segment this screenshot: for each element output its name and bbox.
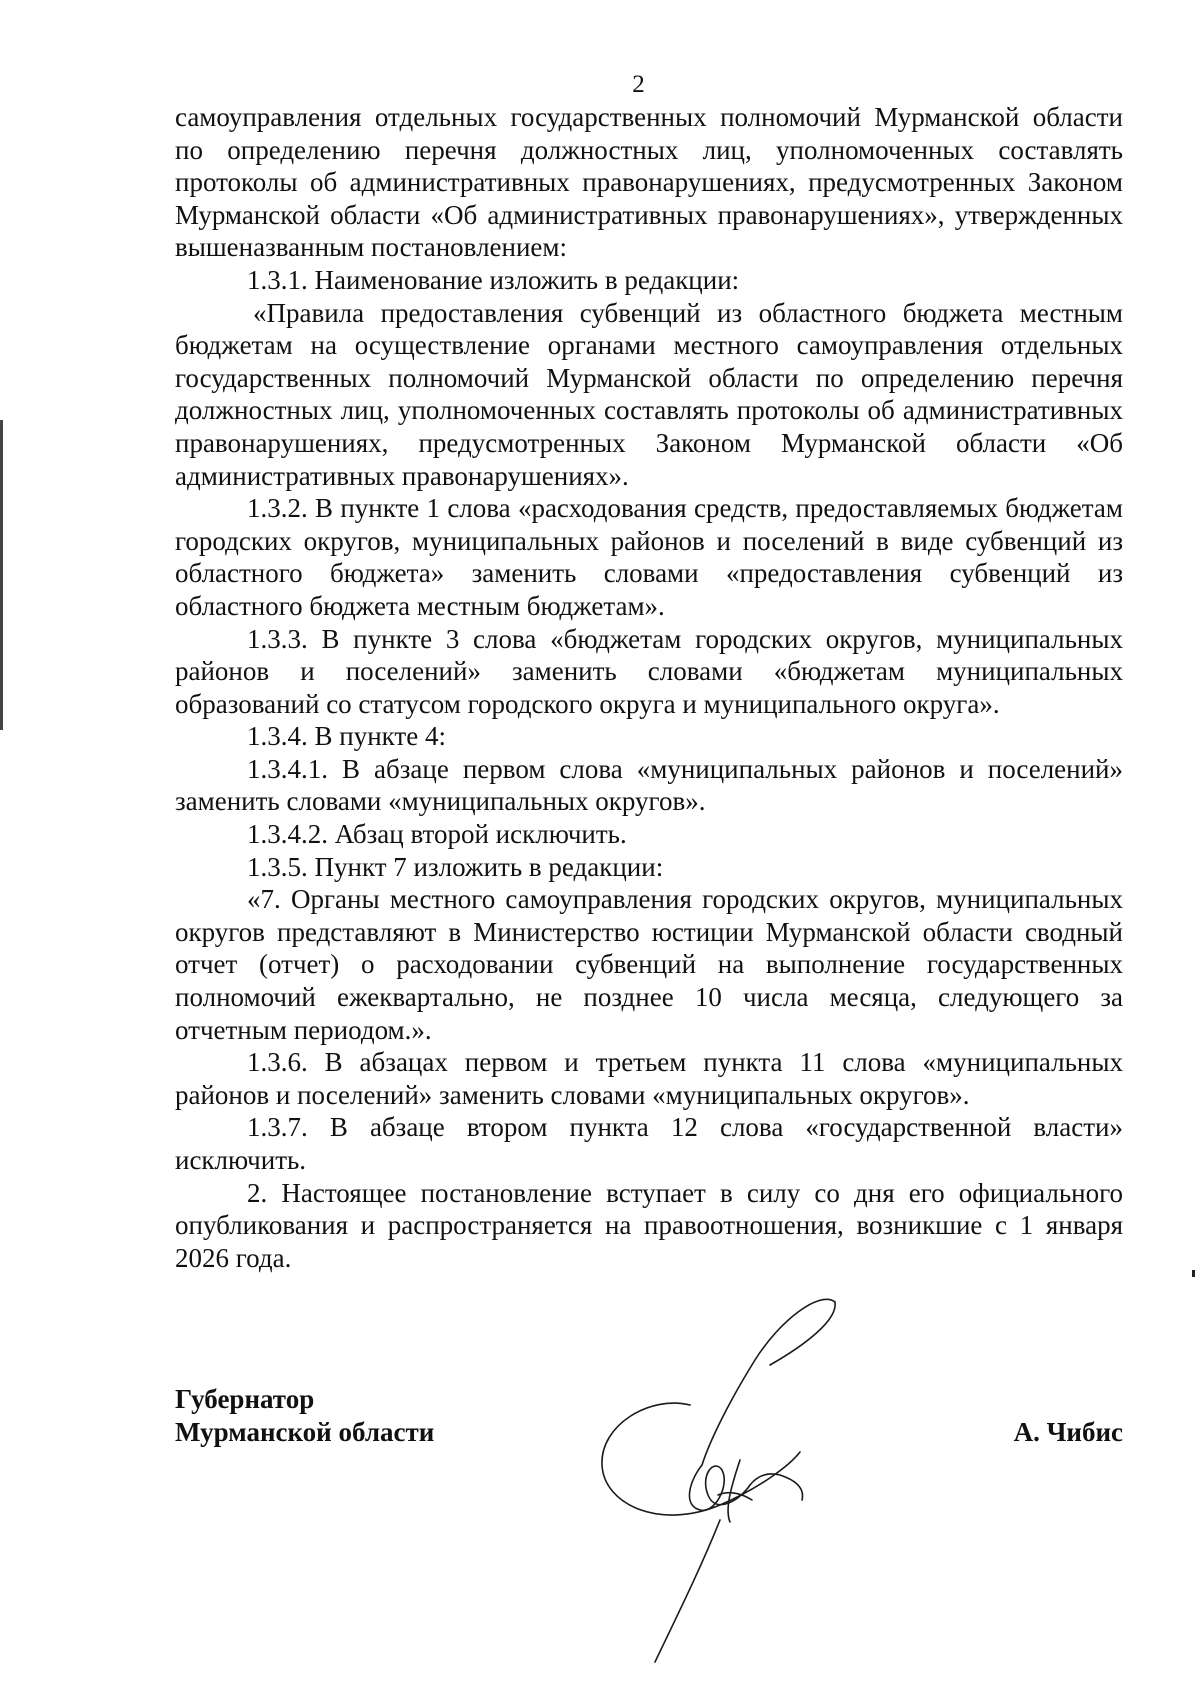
signature-block (175, 1383, 1123, 1463)
paragraph-1-3-4-1: 1.3.4.1. В абзаце первом слова «муниципальных районов и поселений» заменить словами «муниципальных округов». (175, 753, 1123, 817)
paragraph-1-3-3: 1.3.3. В пункте 3 слова «бюджетам городских округов, муниципальных районов и поселений» заменить словами «бюджетам муниципальных образований со статусом городского округа и муниципального округа». (175, 623, 1123, 719)
signer-name: А. Чибис (1013, 1417, 1123, 1447)
signer-title-line-2: Мурманской области (175, 1417, 435, 1447)
document-body (175, 101, 1123, 1274)
paragraph-1-3-1: 1.3.1. Наименование изложить в редакции: (247, 264, 740, 295)
handwritten-signature (590, 1290, 850, 1670)
paragraph-1-3-4-2: 1.3.4.2. Абзац второй исключить. (247, 819, 627, 850)
paragraph-1-3-2: 1.3.2. В пункте 1 слова «расходования средств, предоставляемых бюджетам городских округов, муниципальных районов и поселений в виде субвенций из областного бюджета» заменить словами «предоставления субвенций из областного бюджета местным бюджетам». (175, 493, 1123, 621)
paragraph-1-3-5: 1.3.5. Пункт 7 изложить в редакции: (247, 851, 664, 882)
paragraph-1-3-4: 1.3.4. В пункте 4: (247, 721, 446, 752)
paragraph-point-7: «7. Органы местного самоуправления городских округов, муниципальных округов представляют в Министерство юстиции Мурманской области сводный отчет (отчет) о расходовании субвенций на выполнение государственных полномочий ежеквартально, не позднее 10 числа месяца, следующего за отчетным периодом.». (175, 884, 1123, 1045)
paragraph-new-title: «Правила предоставления субвенций из областного бюджета местным бюджетам на осуществление органами местного самоуправления отдельных государственных полномочий Мурманской области по определению перечня должностных лиц, уполномоченных составлять протоколы об административных правонарушениях, предусмотренных Законом Мурманской области «Об административных правонарушениях». (175, 297, 1123, 491)
paragraph-continuation: самоуправления отдельных государственных полномочий Мурманской области по определению перечня должностных лиц, уполномоченных составлять протоколы об административных правонарушениях, предусмотренных Законом Мурманской области «Об административных правонарушениях», утвержденных вышеназванным постановлением: (175, 102, 1123, 263)
scan-speck (1192, 1270, 1195, 1277)
paragraph-2-effective-date: 2. Настоящее постановление вступает в силу со дня его официального опубликования и распространяется на правоотношения, возникшие с 1 января 2026 года. (175, 1177, 1123, 1273)
paragraph-1-3-7: 1.3.7. В абзаце втором пункта 12 слова «государственной власти» исключить. (175, 1112, 1123, 1175)
page-number: 2 (632, 71, 645, 98)
signer-title-line-1: Губернатор (175, 1384, 315, 1414)
paragraph-1-3-6: 1.3.6. В абзацах первом и третьем пункта 11 слова «муниципальных районов и поселений» заменить словами «муниципальных округов». (175, 1047, 1123, 1110)
scan-edge-mark (0, 420, 3, 730)
signer-title (175, 1383, 434, 1449)
